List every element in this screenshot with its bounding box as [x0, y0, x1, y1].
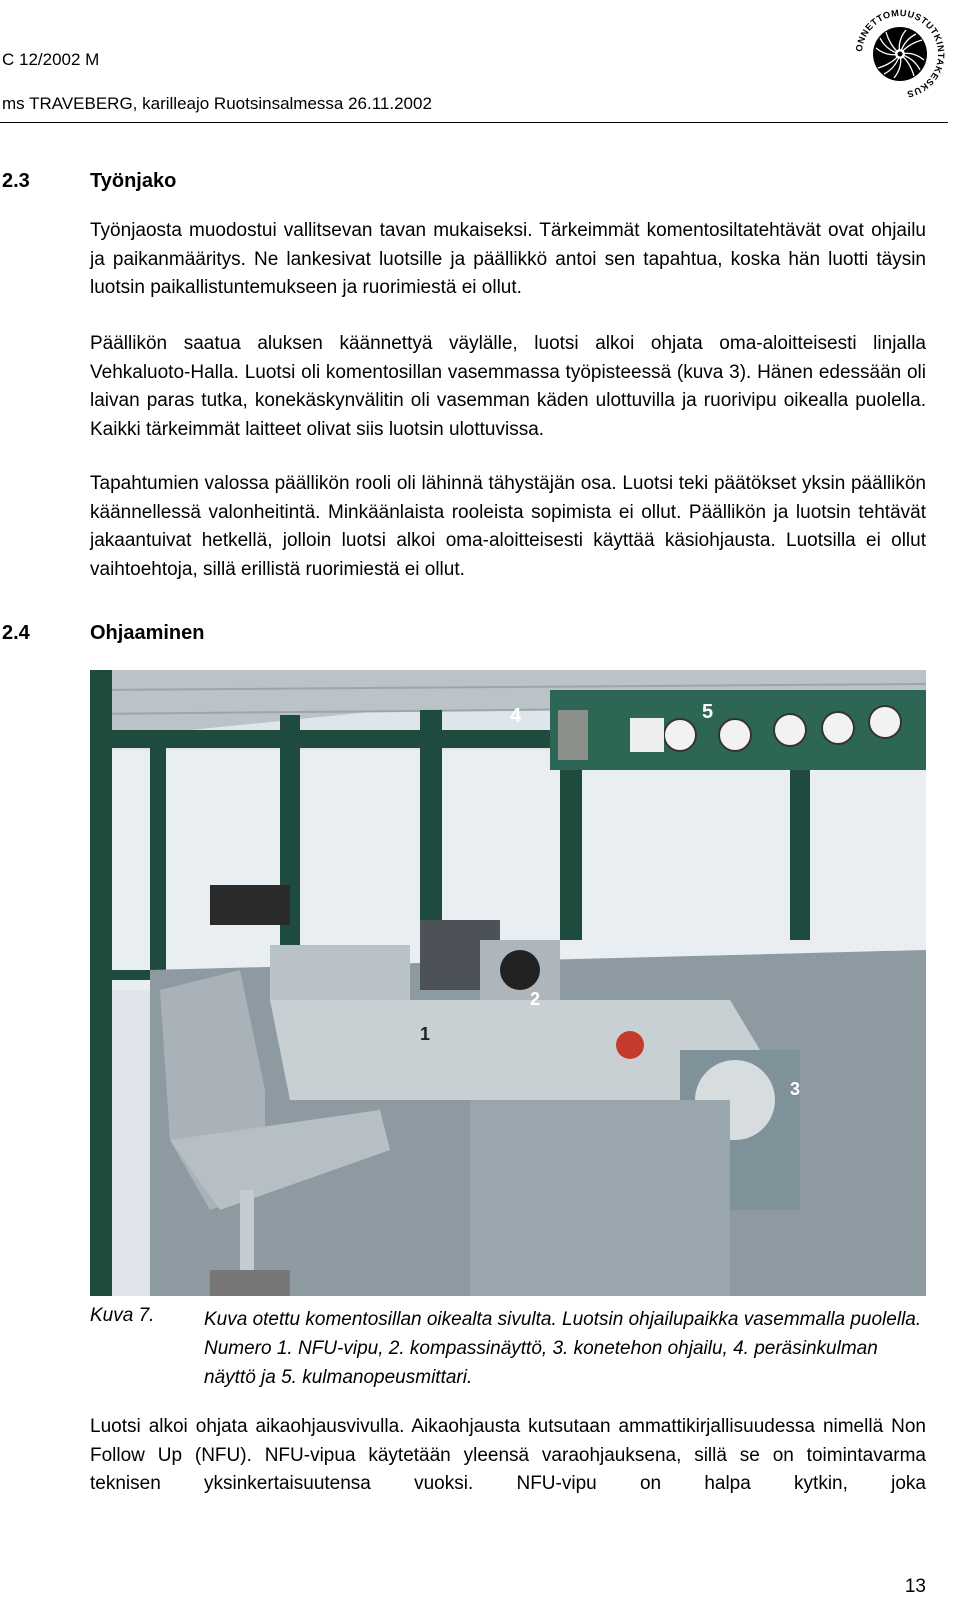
- logo-swirl: [873, 27, 927, 81]
- page-number: 13: [904, 1576, 926, 1597]
- photo-marker: 2: [530, 989, 541, 1009]
- document-subtitle: ms TRAVEBERG, karilleajo Ruotsinsalmessa 26.11.2002: [2, 94, 432, 113]
- photo-marker: 1: [420, 1024, 431, 1044]
- body-paragraph: Päällikön saatua aluksen käännettyä väylälle, luotsi alkoi ohjata oma-aloitteisesti linjalla Vehkaluoto-Halla. Luotsi oli komentosillan vasemmassa työpisteessä (kuva 3). Hänen edessään oli laivan paras tutka, konekäskynvälitin oli vasemman käden ulottuvilla ja ruorivipu oikealla puolella. Kaikki tärkeimmät laitteet olivat siis luotsin ulottuvissa.: [90, 333, 926, 440]
- figure-caption-text: Kuva otettu komentosillan oikealta sivulta. Luotsin ohjailupaikka vasemmalla puolella. Numero 1. NFU-vipu, 2. kompassinäyttö, 3. konetehon ohjailu, 4. peräsinkulman näyttö ja 5. kulmanopeusmittari.: [204, 1309, 922, 1388]
- document-code: C 12/2002 M: [2, 50, 100, 69]
- section-number: 2.4: [2, 622, 30, 644]
- bridge-photo: [90, 670, 926, 1296]
- body-paragraph: Työnjaosta muodostui vallitsevan tavan mukaiseksi. Tärkeimmät komentosiltatehtävät ovat ohjailu ja paikanmääritys. Ne lankesivat luotsille ja päällikkö antoi sen tapahtua, koska hän luotti täysin luotsin paikallistuntemukseen ja ruorimiestä ei ollut.: [90, 220, 926, 298]
- header-divider: [0, 122, 948, 123]
- section-number: 2.3: [2, 170, 30, 192]
- section-title: Työnjako: [90, 170, 177, 192]
- logo-text: ONNETTOMUUSTUTKINTAKESKUS: [853, 7, 947, 100]
- photo-marker: 3: [790, 1079, 801, 1099]
- onnettomuustutkintakeskus-logo: [852, 2, 948, 108]
- photo-marker: 5: [702, 701, 714, 723]
- bridge-photo-illustration: [90, 670, 926, 1296]
- section-title: Ohjaaminen: [90, 622, 205, 644]
- figure-caption-label: Kuva 7.: [90, 1305, 155, 1326]
- body-paragraph: Luotsi alkoi ohjata aikaohjausvivulla. Aikaohjausta kutsutaan ammattikirjallisuudessa nimellä Non Follow Up (NFU). NFU-vipua käytetään yleensä varaohjauksena, sillä se on toimintavarma teknisen yksinkertaisuutensa vuoksi. NFU-vipu on halpa kytkin, joka: [90, 1416, 926, 1494]
- body-paragraph: Tapahtumien valossa päällikön rooli oli lähinnä tähystäjän osa. Luotsi teki päätökset yksin päällikön käännellessä valonheitintä. Minkäänlaista rooleista sopimista ei ollut. Päällikön ja luotsin tehtävät jakaantuivat hetkellä, jolloin luotsi alkoi oma-aloitteisesti käyttää käsiohjausta. Luotsilla ei ollut vaihtoehtoja, sillä erillistä ruorimiestä ei ollut.: [90, 473, 926, 580]
- photo-marker: 4: [510, 705, 522, 727]
